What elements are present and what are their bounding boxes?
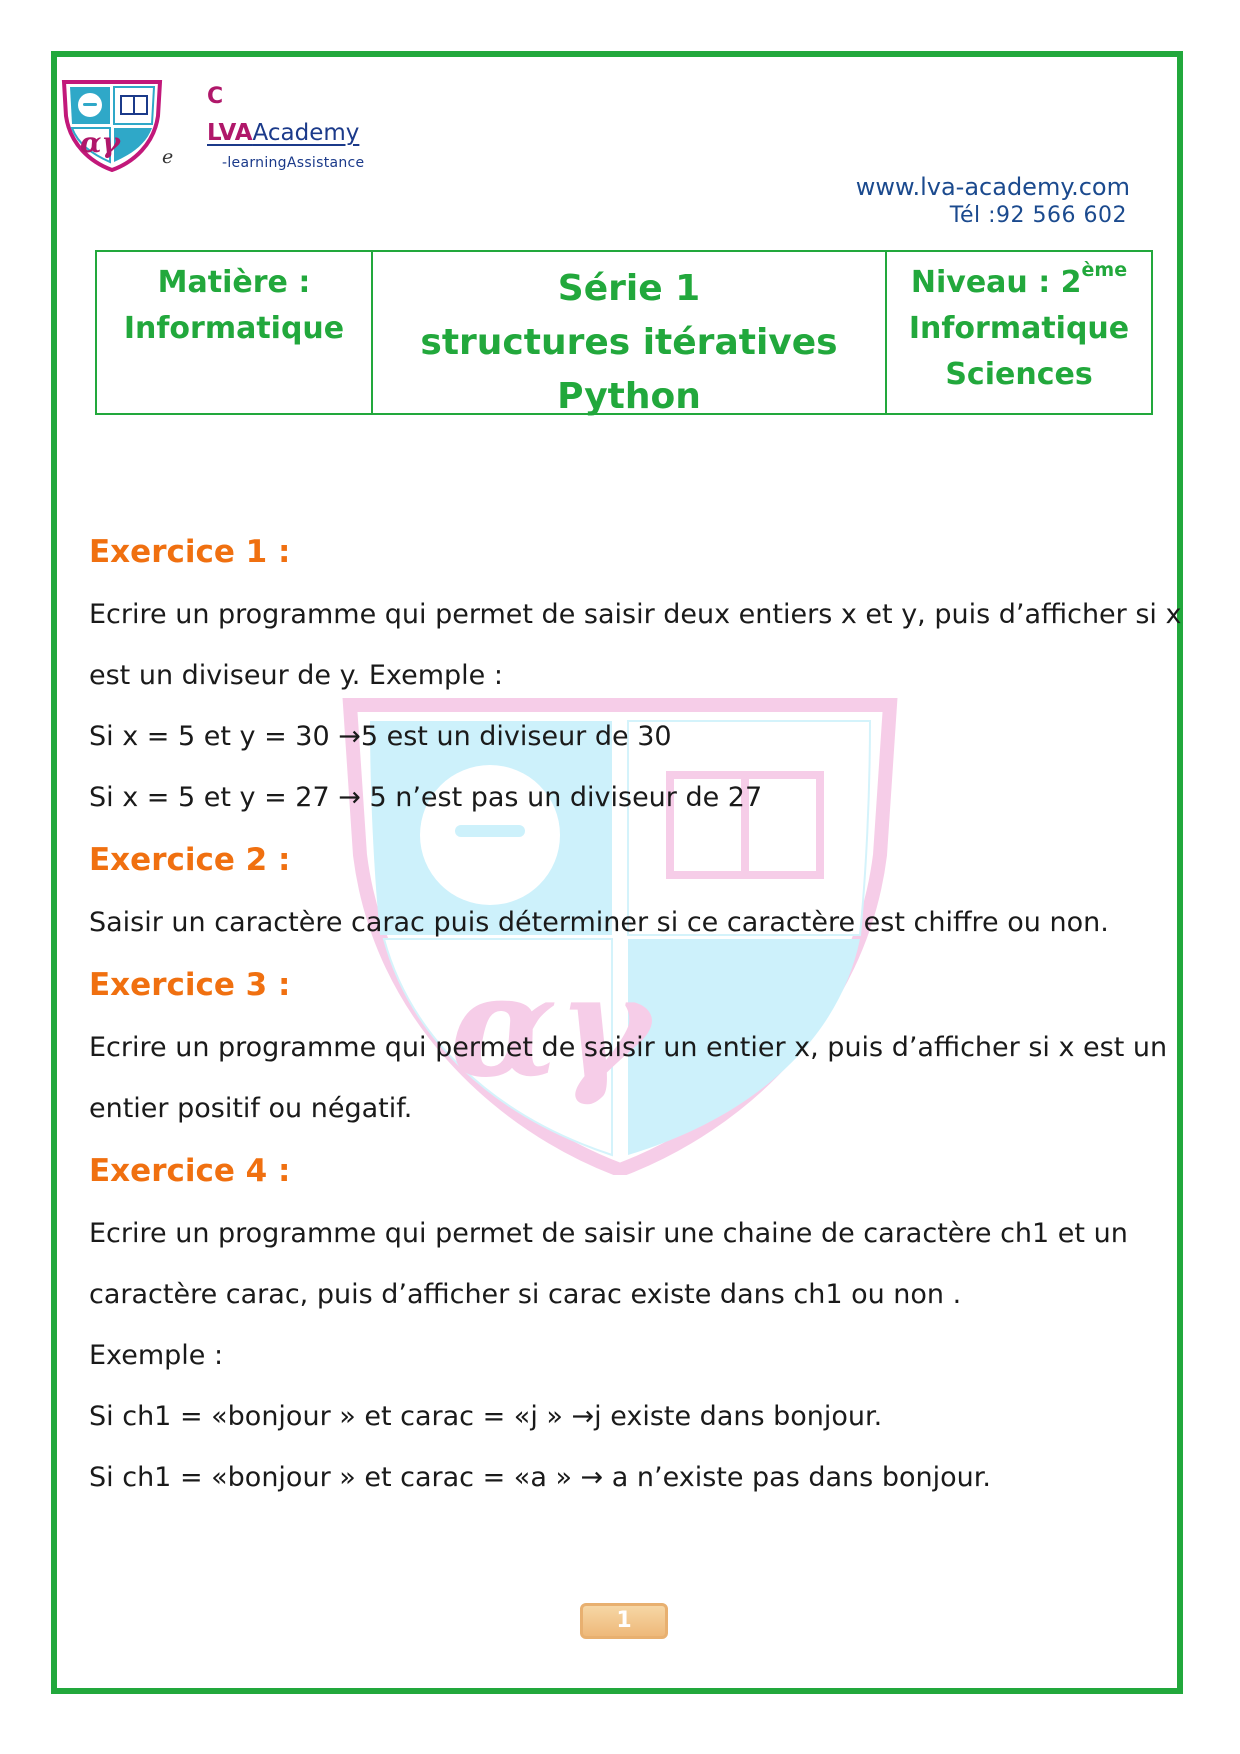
niveau-sup: ème: [1081, 259, 1128, 281]
exercises-content: [89, 520, 1182, 1508]
website-link[interactable]: www.lva-academy.com: [855, 173, 1130, 201]
header-table: [95, 250, 1153, 415]
exercise-title: Exercice 1 :: [89, 534, 291, 570]
exercise-title: Exercice 2 :: [89, 842, 291, 878]
page-number: 1: [580, 1603, 668, 1639]
niveau-line3: Sciences: [945, 357, 1093, 392]
niveau-label-text: Niveau : 2: [910, 265, 1082, 300]
logo-e-mark: e: [162, 146, 174, 168]
serie-title: Série 1: [557, 268, 701, 309]
exercise-line: caractère carac, puis d’afficher si carac existe dans ch1 ou non .: [89, 1279, 962, 1310]
logo-letters: αγ: [80, 126, 121, 159]
niveau-line2: Informatique: [908, 311, 1130, 346]
exercise-line: Si x = 5 et y = 30 →5 est un diviseur de 30: [89, 721, 672, 752]
serie-language: Python: [557, 376, 701, 417]
exercise-title: Exercice 3 :: [89, 967, 291, 1003]
serie-topic: structures itératives: [420, 322, 838, 363]
matiere-cell: [97, 252, 373, 413]
phone-number: Tél :92 566 602: [949, 203, 1127, 228]
matiere-label: Matière :: [157, 265, 311, 300]
matiere-value: Informatique: [123, 311, 345, 346]
exercise-line: Saisir un caractère carac puis déterminer si ce caractère est chiffre ou non.: [89, 907, 1109, 938]
exercise-title: Exercice 4 :: [89, 1153, 291, 1189]
exercise-line: Si ch1 = «bonjour » et carac = «a » → a n’existe pas dans bonjour.: [89, 1462, 991, 1493]
brand-name-academy: Academy: [252, 120, 360, 146]
brand-tagline: -learningAssistance: [222, 155, 365, 171]
niveau-cell: [887, 252, 1151, 413]
exercise-2: [89, 828, 1169, 953]
exercise-3: [89, 953, 1169, 1139]
exercise-line: Si ch1 = «bonjour » et carac = «j » →j existe dans bonjour.: [89, 1401, 883, 1432]
niveau-label: [887, 260, 1151, 306]
exercise-1: [89, 520, 1182, 828]
exercise-line: Ecrire un programme qui permet de saisir une chaine de caractère ch1 et un: [89, 1218, 1128, 1249]
serie-cell: [373, 252, 887, 417]
brand-name-lva: LVA: [207, 120, 253, 146]
watermark-letters: αγ: [450, 945, 651, 1109]
brand-letter: C: [207, 84, 224, 109]
exercise-line: Ecrire un programme qui permet de saisir un entier x, puis d’afficher si x est un: [89, 1032, 1168, 1063]
exercise-line: entier positif ou négatif.: [89, 1093, 413, 1124]
exercise-line: Exemple :: [89, 1340, 224, 1371]
exercise-line: Si x = 5 et y = 27 → 5 n’est pas un diviseur de 27: [89, 782, 763, 813]
exercise-line: Ecrire un programme qui permet de saisir deux entiers x et y, puis d’afficher si x: [89, 599, 1182, 630]
brand-name: [207, 120, 359, 146]
exercise-4: [89, 1139, 1169, 1508]
lva-academy-logo: [58, 76, 166, 172]
exercise-line: est un diviseur de y. Exemple :: [89, 660, 503, 691]
